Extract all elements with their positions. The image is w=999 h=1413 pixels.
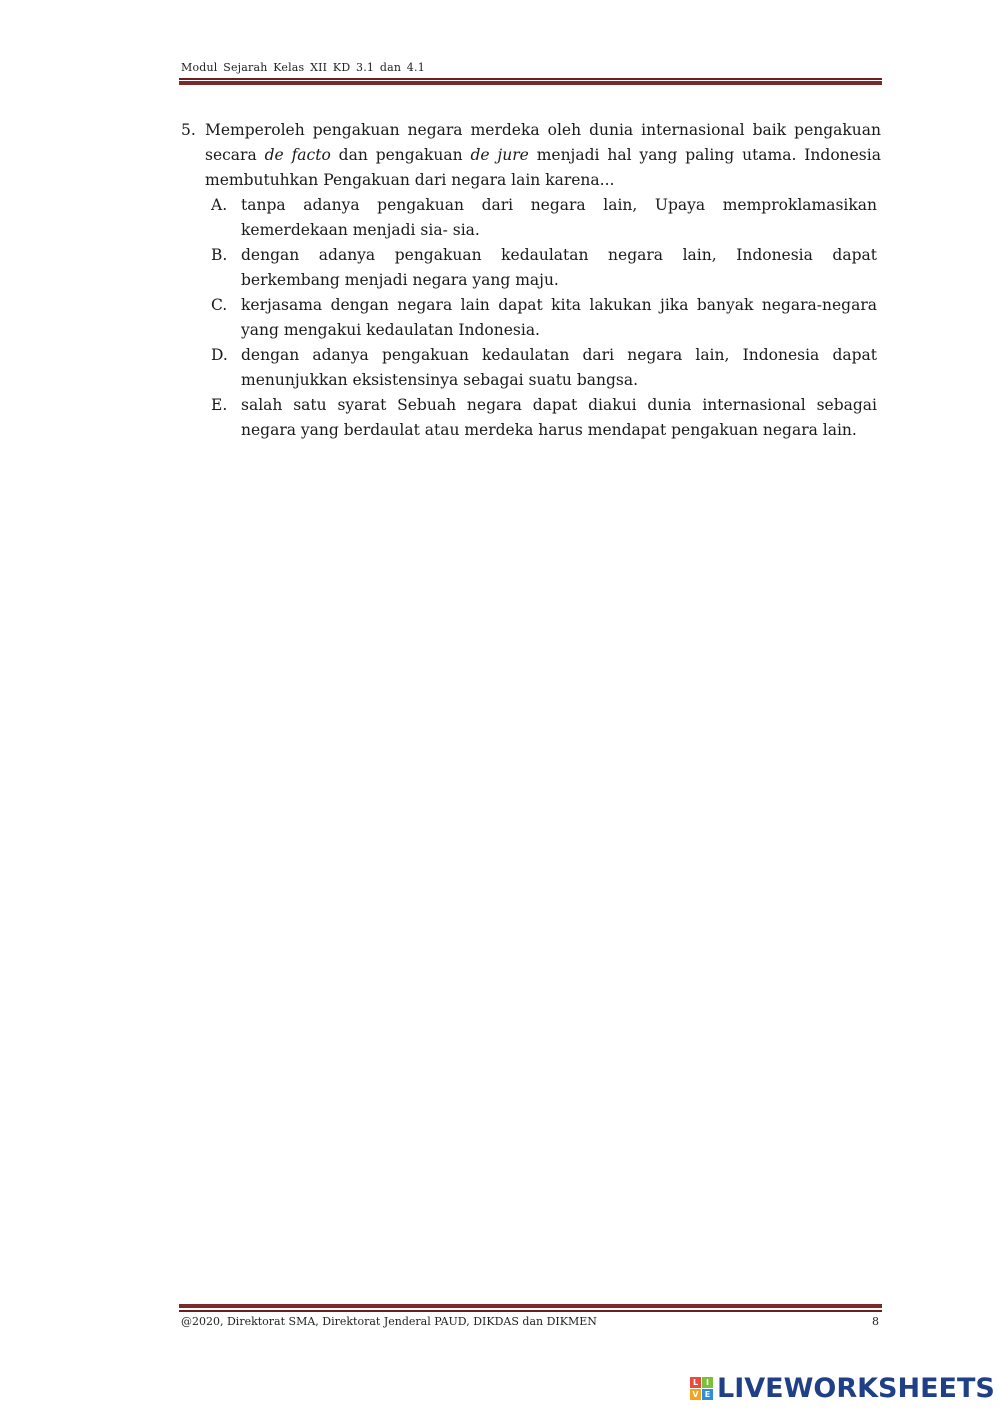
- option-text: kerjasama dengan negara lain dapat kita lakukan jika banyak negara-negara yang mengakui kedaulatan Indonesia.: [241, 296, 877, 339]
- liveworksheets-wordmark: LIVEWORKSHEETS: [717, 1373, 995, 1404]
- option-b[interactable]: [211, 243, 881, 293]
- header-rule-thick: [179, 81, 882, 85]
- option-text: dengan adanya pengakuan kedaulatan negara lain, Indonesia dapat berkembang menjadi negara yang maju.: [241, 246, 877, 289]
- option-letter: B.: [211, 246, 228, 264]
- page-number: 8: [872, 1315, 879, 1328]
- live-block-e: E: [702, 1389, 713, 1400]
- option-text: salah satu syarat Sebuah negara dapat diakui dunia internasional sebagai negara yang berdaulat atau merdeka harus mendapat pengakuan negara lain.: [241, 396, 877, 439]
- question-stem: Memperoleh pengakuan negara merdeka oleh dunia internasional baik pengakuan secara de facto dan pengakuan de jure menjadi hal yang paling utama. Indonesia membutuhkan Pengakuan dari negara lain karena...: [205, 121, 881, 189]
- option-c[interactable]: [211, 293, 881, 343]
- question-5: [181, 118, 881, 443]
- option-text: dengan adanya pengakuan kedaulatan dari negara lain, Indonesia dapat menunjukkan eksistensinya sebagai suatu bangsa.: [241, 346, 877, 389]
- footer-rule-thick: [179, 1304, 882, 1308]
- header-rule-thin: [179, 78, 882, 80]
- footer-rule-thin: [179, 1310, 882, 1312]
- option-a[interactable]: [211, 193, 881, 243]
- option-e[interactable]: [211, 393, 881, 443]
- option-letter: D.: [211, 346, 228, 364]
- footer-copyright: @2020, Direktorat SMA, Direktorat Jenderal PAUD, DIKDAS dan DIKMEN: [181, 1315, 597, 1328]
- live-block-v: V: [690, 1389, 701, 1400]
- live-block-i: I: [702, 1377, 713, 1388]
- option-d[interactable]: [211, 343, 881, 393]
- option-letter: A.: [211, 196, 228, 214]
- header-title: Modul Sejarah Kelas XII KD 3.1 dan 4.1: [181, 61, 425, 74]
- live-block-l: L: [690, 1377, 701, 1388]
- question-number: 5.: [181, 121, 196, 139]
- answer-options: [211, 193, 881, 443]
- option-letter: E.: [211, 396, 228, 414]
- live-blocks-icon: [690, 1377, 713, 1400]
- option-letter: C.: [211, 296, 228, 314]
- option-text: tanpa adanya pengakuan dari negara lain, Upaya memproklamasikan kemerdekaan menjadi sia- sia.: [241, 196, 877, 239]
- liveworksheets-logo[interactable]: [690, 1373, 995, 1404]
